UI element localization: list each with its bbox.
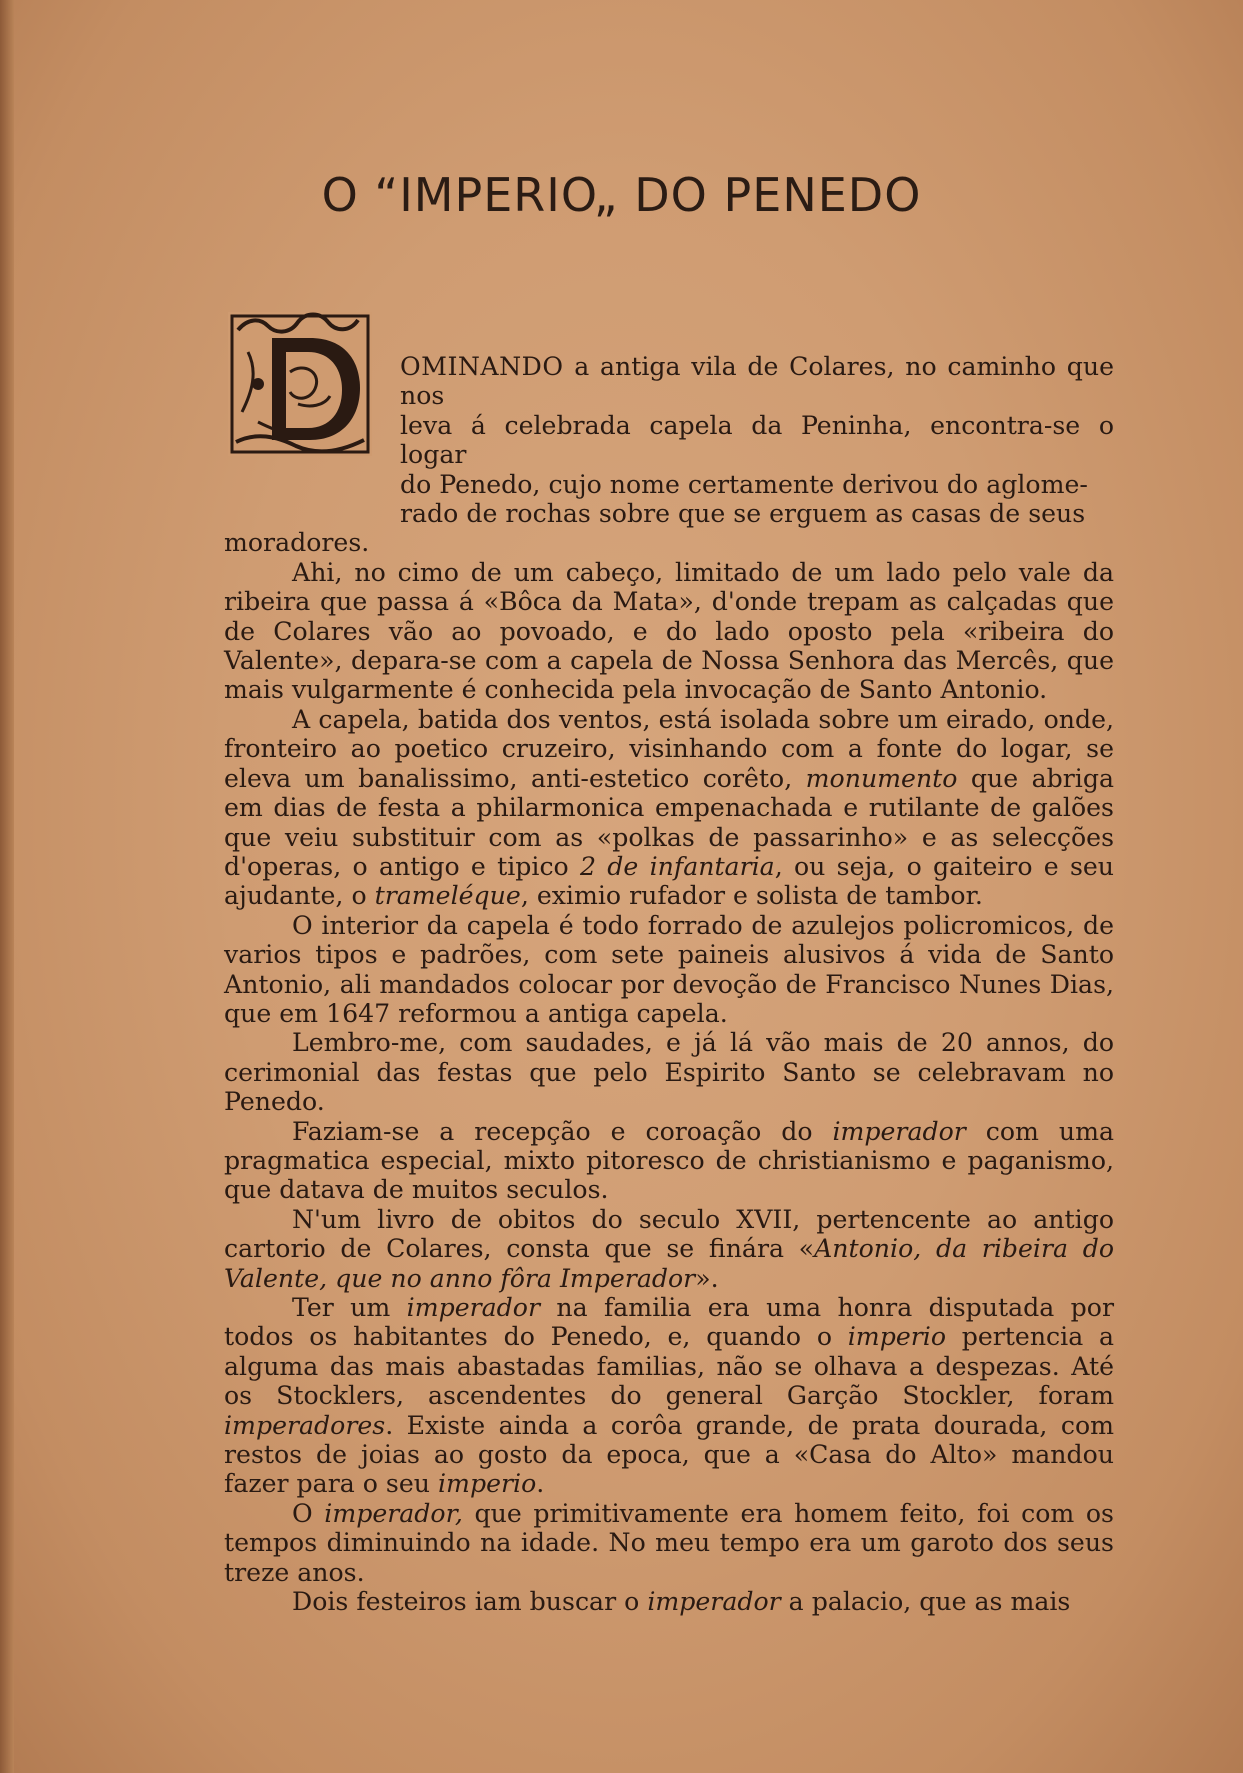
paragraph-6 [224, 1117, 1114, 1205]
body-text [224, 352, 1114, 1616]
paragraph-4: O interior da capela é todo forrado de azulejos policromicos, de varios tipos e padrões, com sete paineis alusivos á vida de Santo Antonio, ali mandados colocar por devoção de Francisco Nunes Dias, que em 1647 reformou a antiga capela. [224, 910, 1114, 1028]
p8-em-2: imperio [847, 1322, 946, 1352]
p10-part-2: a palacio, que as mais [780, 1587, 1071, 1617]
p9-part-2: que primitivamente era homem feito, foi com os tempos diminuindo na idade. No meu tempo era um garoto dos seus treze anos. [224, 1498, 1114, 1587]
p6-em: imperador [832, 1116, 966, 1146]
paragraph-10 [224, 1587, 1114, 1616]
line-3: do Penedo, cujo nome certamente derivou do aglome- [400, 469, 1088, 499]
p8-part-3: pertencia a alguma das mais abastadas familias, não se olhava a despezas. Até os Stocklers, ascendentes do general Garção Stockler, foram [224, 1322, 1115, 1411]
first-word: OMINANDO [400, 352, 564, 381]
paragraph-1-end-text: moradores. [224, 528, 370, 558]
p3-part-3: , ou seja, o gaiteiro e seu ajudante, o [224, 851, 1115, 911]
p3-em-3: trameléque [374, 881, 521, 911]
first-paragraph-lines [400, 352, 1114, 528]
page-edge [0, 0, 14, 1773]
paragraph-9 [224, 1499, 1114, 1587]
p6-part-2: com uma pragmatica especial, mixto pitoresco de christianismo e paganismo, que datava de muitos seculos. [224, 1116, 1114, 1205]
p8-part-4: . Existe ainda a corôa grande, de prata dourada, com restos de joias ao gosto da epoca, que a «Casa do Alto» mandou fazer para o seu [224, 1410, 1114, 1499]
p10-em: imperador [647, 1587, 781, 1617]
p7-em: Antonio, da ribeira do Valente, que no anno fôra Imperador [224, 1234, 1114, 1293]
line-1: a antiga vila de Colares, no caminho que nos [400, 352, 1114, 411]
p6-part-1: Faziam-se a recepção e coroação do [292, 1116, 813, 1146]
paragraph-8 [224, 1293, 1114, 1499]
p7-part-2: ». [695, 1263, 719, 1293]
p8-part-5: . [536, 1469, 545, 1499]
p8-part-1: Ter um [292, 1293, 391, 1322]
p8-em-1: imperador [406, 1293, 540, 1322]
p8-em-3: imperadores [224, 1410, 386, 1440]
p3-part-4: , eximio rufador e solista de tambor. [520, 881, 983, 911]
p10-part-1: Dois festeiros iam buscar o [292, 1587, 640, 1617]
paragraph-5: Lembro-me, com saudades, e já lá vão mais de 20 annos, do cerimonial das festas que pelo Espirito Santo se celebravam no Penedo. [224, 1028, 1114, 1117]
p7-part-1: N'um livro de obitos do seculo XVII, pertencente ao antigo cartorio de Colares, consta que se finára « [224, 1204, 1114, 1264]
line-2: leva á celebrada capela da Peninha, encontra-se o logar [400, 410, 1114, 470]
p3-part-1: A capela, batida dos ventos, está isolada sobre um eirado, onde, fronteiro ao poetico cruzeiro, visinhando com a fonte do logar, se eleva um banalissimo, anti-estetico corêto, [224, 704, 1114, 793]
paragraph-7 [224, 1205, 1114, 1293]
p8-part-2: na familia era uma honra disputada por todos os habitantes do Penedo, e, quando o [224, 1293, 1114, 1352]
p3-em-1: monumento [805, 763, 958, 793]
paragraph-3 [224, 705, 1114, 911]
p9-em: imperador, [324, 1498, 463, 1528]
line-4: rado de rochas sobre que se erguem as casas de seus [400, 499, 1086, 529]
p3-em-2: 2 de infantaria [580, 851, 775, 881]
paragraph-1-end [224, 528, 1114, 557]
p9-part-1: O [292, 1498, 313, 1528]
page-title: O “IMPERIO„ DO PENEDO [321, 168, 922, 222]
p8-em-4: imperio [438, 1469, 537, 1499]
p3-part-2: que abriga em dias de festa a philarmonica empenachada e rutilante de galões que veiu substituir com as «polkas de passarinho» e as selecções d'operas, o antigo e tipico [224, 763, 1114, 881]
paragraph-2: Ahi, no cimo de um cabeço, limitado de um lado pelo vale da ribeira que passa á «Bôca da Mata», d'onde trepam as calçadas que de Colares vão ao povoado, e do lado oposto pela «ribeira do Valente», depara-se com a capela de Nossa Senhora das Mercês, que mais vulgarmente é conhecida pela invocação de Santo Antonio. [224, 557, 1114, 705]
